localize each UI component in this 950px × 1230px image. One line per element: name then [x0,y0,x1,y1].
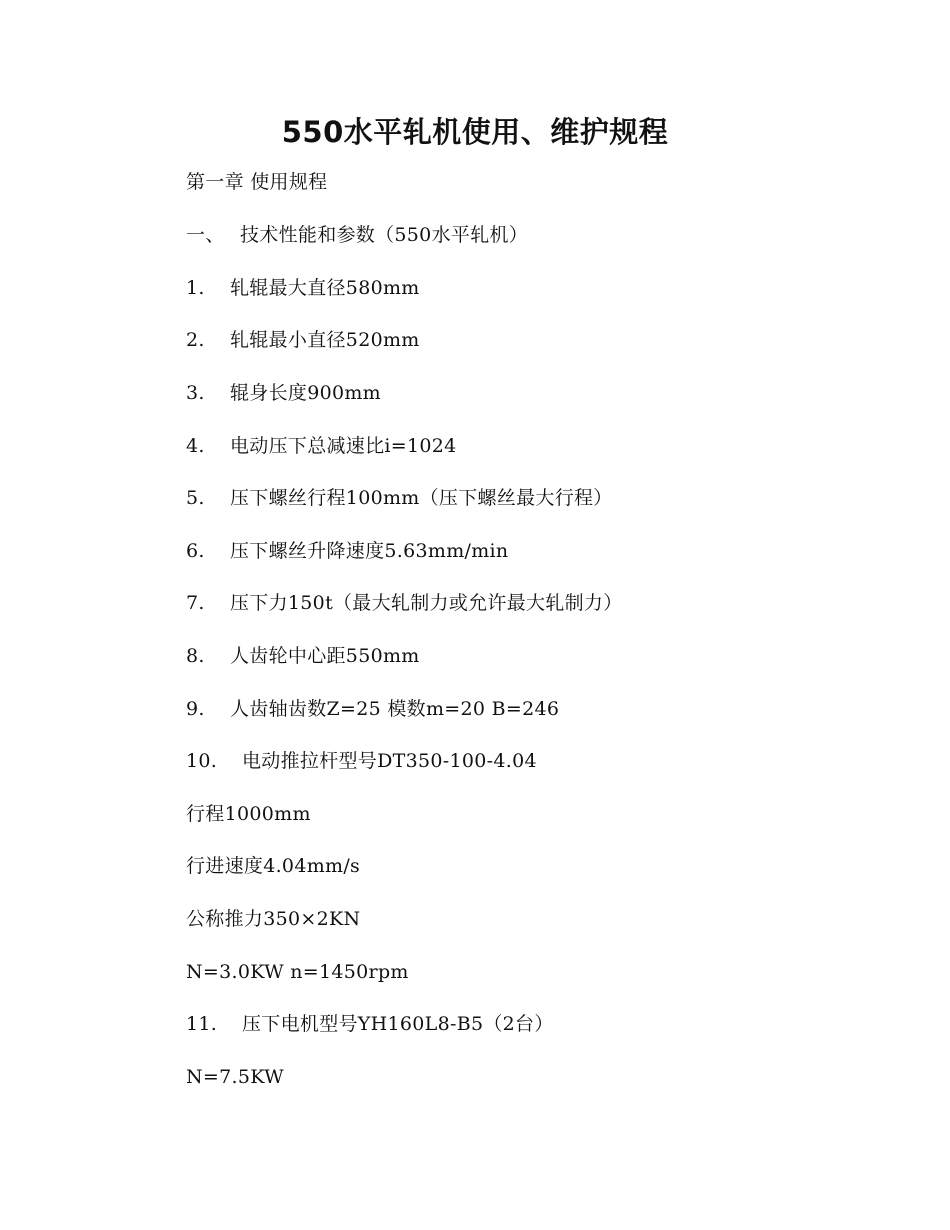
chapter-heading: 第一章 使用规程 [186,171,328,193]
list-item [186,326,886,354]
list-item-number: 9. [186,698,205,720]
list-item [186,695,886,723]
detail-line: 公称推力350×2KN [186,908,361,930]
detail-line: 行进速度4.04mm/s [186,855,361,877]
list-item-number: 3. [186,382,205,404]
list-item-text: 压下螺丝升降速度5.63mm/min [230,540,509,562]
list-item-text: 轧辊最大直径580mm [230,277,420,299]
list-item [186,274,886,302]
document-title: 550水平轧机使用、维护规程 [281,115,669,149]
list-item-number: 1. [186,277,205,299]
list-item [186,1010,886,1038]
list-item-number: 2. [186,329,205,351]
list-item-number: 8. [186,645,205,667]
section-text: 技术性能和参数（550水平轧机） [240,224,529,246]
list-item-text: 轧辊最小直径520mm [230,329,420,351]
list-item-number: 5. [186,487,205,509]
list-item-number: 7. [186,592,205,614]
list-item-number: 10. [186,750,218,772]
list-item-text: 压下电机型号YH160L8-B5（2台） [242,1013,554,1035]
list-item [186,432,886,460]
section-heading [186,221,886,249]
list-item-text: 人齿轴齿数Z=25 模数m=20 B=246 [230,698,560,720]
section-number: 一、 [186,224,225,246]
detail-line: N=3.0KW n=1450rpm [186,961,409,983]
list-item-text: 压下力150t（最大轧制力或允许最大轧制力） [230,592,623,614]
list-item-number: 11. [186,1013,218,1035]
detail-line: N=7.5KW [186,1066,284,1088]
detail-line: 行程1000mm [186,803,311,825]
list-item [186,589,886,617]
list-item [186,379,886,407]
list-item-number: 4. [186,435,205,457]
list-item [186,642,886,670]
list-item [186,747,886,775]
list-item-text: 电动推拉杆型号DT350-100-4.04 [242,750,537,772]
list-item [186,537,886,565]
list-item-number: 6. [186,540,205,562]
list-item [186,484,886,512]
list-item-text: 人齿轮中心距550mm [230,645,420,667]
list-item-text: 电动压下总减速比i=1024 [230,435,457,457]
list-item-text: 压下螺丝行程100mm（压下螺丝最大行程） [230,487,613,509]
list-item-text: 辊身长度900mm [230,382,381,404]
